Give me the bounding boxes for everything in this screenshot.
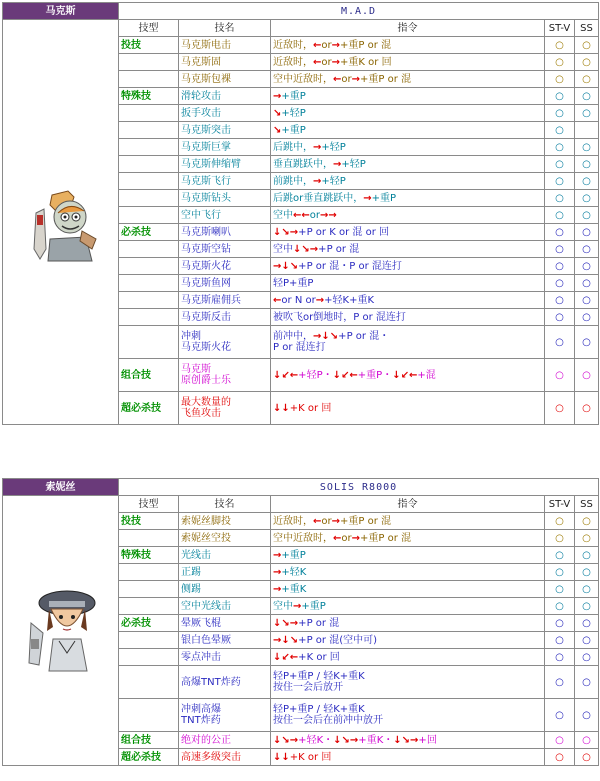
move-category <box>119 275 179 292</box>
move-category <box>119 241 179 258</box>
header-ss: SS <box>575 20 599 37</box>
stv-mark: ○ <box>545 241 575 258</box>
arrow-glyph: ↘ <box>329 331 339 342</box>
move-command: ↘+重P <box>271 122 545 139</box>
arrow-glyph: → <box>363 192 372 204</box>
arrow-glyph: ← <box>313 39 322 51</box>
move-category <box>119 309 179 326</box>
ss-mark: ○ <box>575 392 599 425</box>
ss-mark: ○ <box>575 359 599 392</box>
move-category: 组合技 <box>119 732 179 749</box>
stv-mark: ○ <box>545 326 575 359</box>
stv-mark: ○ <box>545 54 575 71</box>
arrow-glyph: ↓ <box>281 260 290 272</box>
ss-mark: ○ <box>575 190 599 207</box>
stv-mark: ○ <box>545 749 575 766</box>
move-command: →+重P <box>271 547 545 564</box>
arrow-glyph: ↘ <box>273 124 282 136</box>
ss-mark: ○ <box>575 241 599 258</box>
ss-mark: ○ <box>575 156 599 173</box>
move-command: ←or N or→+轻K+重K <box>271 292 545 309</box>
move-command: →+重K <box>271 581 545 598</box>
arrow-glyph: → <box>273 566 282 578</box>
move-name: 扳手攻击 <box>179 105 271 122</box>
move-name: 高爆TNT炸药 <box>179 666 271 699</box>
move-category <box>119 190 179 207</box>
mad-character-name: 马克斯 <box>3 3 119 20</box>
ss-mark: ○ <box>575 292 599 309</box>
arrow-glyph: ↓ <box>293 243 302 255</box>
arrow-glyph: → <box>289 734 299 746</box>
move-name: 高速多级突击 <box>179 749 271 766</box>
move-name: 马克斯火花 <box>179 258 271 275</box>
move-category <box>119 258 179 275</box>
ss-mark: ○ <box>575 632 599 649</box>
arrow-glyph: ↓ <box>273 226 282 238</box>
arrow-glyph: ↓ <box>273 369 282 381</box>
header-type: 技型 <box>119 496 179 513</box>
stv-mark: ○ <box>545 632 575 649</box>
move-command: 空中←←or→→ <box>271 207 545 224</box>
arrow-glyph: ↓ <box>332 369 341 381</box>
move-category: 组合技 <box>119 359 179 392</box>
arrow-glyph: ← <box>289 369 299 381</box>
stv-mark: ○ <box>545 105 575 122</box>
move-command: 后跳or垂直跳跃中，→+重P <box>271 190 545 207</box>
stv-mark: ○ <box>545 666 575 699</box>
stv-mark: ○ <box>545 649 575 666</box>
move-category: 特殊技 <box>119 88 179 105</box>
move-command: 轻P+重P <box>271 275 545 292</box>
move-command: ↓↙←+K or 回 <box>271 649 545 666</box>
stv-mark: ○ <box>545 156 575 173</box>
arrow-glyph: ↓ <box>273 734 282 746</box>
move-command: ↓↘→+轻K・↓↘→+重K・↓↘→+回 <box>271 732 545 749</box>
stv-mark: ○ <box>545 547 575 564</box>
ss-mark: ○ <box>575 88 599 105</box>
stv-mark: ○ <box>545 309 575 326</box>
mad-title-row <box>3 3 599 20</box>
move-name: 晕厥飞棍 <box>179 615 271 632</box>
arrow-glyph: → <box>289 617 299 629</box>
move-command: 被吹飞or倒地时，P or 混连打 <box>271 309 545 326</box>
solis-character-name: 索妮丝 <box>3 479 119 496</box>
move-category <box>119 54 179 71</box>
move-name: 马克斯钻头 <box>179 190 271 207</box>
arrow-glyph: ↘ <box>289 634 299 646</box>
arrow-glyph: → <box>320 209 329 221</box>
ss-mark: ○ <box>575 547 599 564</box>
ss-mark: ○ <box>575 513 599 530</box>
move-category <box>119 71 179 88</box>
stv-mark: ○ <box>545 392 575 425</box>
arrow-glyph: ↙ <box>281 369 290 381</box>
header-command: 指令 <box>271 20 545 37</box>
move-category <box>119 699 179 732</box>
stv-mark: ○ <box>545 224 575 241</box>
arrow-glyph: ↙ <box>400 369 409 381</box>
move-name: 马克斯喇叭 <box>179 224 271 241</box>
move-name: 冲刺高爆 TNT炸药 <box>179 699 271 732</box>
ss-mark: ○ <box>575 54 599 71</box>
arrow-glyph: ↘ <box>281 617 290 629</box>
solis-character-code: SOLIS R8000 <box>119 479 599 496</box>
mad-header-row <box>3 20 599 37</box>
mad-character-code: M.A.D <box>119 3 599 20</box>
move-category <box>119 292 179 309</box>
arrow-glyph: ↘ <box>273 107 282 119</box>
solis-move-table <box>2 478 599 766</box>
move-name: 马克斯伸缩臂 <box>179 156 271 173</box>
mad-portrait-image <box>22 179 100 263</box>
ss-mark: ○ <box>575 309 599 326</box>
move-category: 必杀技 <box>119 615 179 632</box>
ss-mark: ○ <box>575 598 599 615</box>
header-name: 技名 <box>179 496 271 513</box>
move-command: 轻P+重P / 轻K+重K 按住一会后在前冲中放开 <box>271 699 545 732</box>
ss-mark: ○ <box>575 37 599 54</box>
ss-mark: ○ <box>575 615 599 632</box>
move-name: 最大数量的 飞鱼攻击 <box>179 392 271 425</box>
move-name: 滑轮攻击 <box>179 88 271 105</box>
arrow-glyph: → <box>273 90 282 102</box>
arrow-glyph: → <box>333 158 342 170</box>
move-category <box>119 632 179 649</box>
ss-mark: ○ <box>575 224 599 241</box>
ss-mark: ○ <box>575 749 599 766</box>
ss-mark: ○ <box>575 326 599 359</box>
move-name: 马克斯固 <box>179 54 271 71</box>
move-command: ↘+轻P <box>271 105 545 122</box>
arrow-glyph: ← <box>313 515 322 527</box>
move-category: 超必杀技 <box>119 749 179 766</box>
move-command: 空中近敌时，←or→+重P or 混 <box>271 71 545 88</box>
ss-mark: ○ <box>575 666 599 699</box>
arrow-glyph: → <box>273 634 282 646</box>
move-category <box>119 139 179 156</box>
move-category: 投技 <box>119 513 179 530</box>
move-command: 空中↓↘→+P or 混 <box>271 241 545 258</box>
move-command: 近敌时，←or→+重K or 回 <box>271 54 545 71</box>
stv-mark: ○ <box>545 292 575 309</box>
ss-mark: ○ <box>575 699 599 732</box>
move-category <box>119 207 179 224</box>
move-category <box>119 105 179 122</box>
arrow-glyph: → <box>273 549 282 561</box>
arrow-glyph: ↙ <box>281 651 290 663</box>
arrow-glyph: → <box>289 226 299 238</box>
arrow-glyph: → <box>313 141 322 153</box>
move-command: ↓↓+K or 回 <box>271 749 545 766</box>
solis-portrait <box>3 496 119 766</box>
move-command: 前冲中，→↓↘+P or 混・ P or 混连打 <box>271 326 545 359</box>
move-name: 马克斯突击 <box>179 122 271 139</box>
ss-mark: ○ <box>575 173 599 190</box>
move-name: 马克斯 原创爵士乐 <box>179 359 271 392</box>
ss-mark: ○ <box>575 732 599 749</box>
move-category <box>119 598 179 615</box>
move-command: →↓↘+P or 混(空中可) <box>271 632 545 649</box>
arrow-glyph: ↓ <box>273 402 282 414</box>
stv-mark: ○ <box>545 139 575 156</box>
arrow-glyph: → <box>313 331 322 342</box>
stv-mark: ○ <box>545 699 575 732</box>
arrow-glyph: ↘ <box>341 734 350 746</box>
header-stv: ST-V <box>545 20 575 37</box>
move-name: 马克斯雇佣兵 <box>179 292 271 309</box>
move-name: 索妮丝脚投 <box>179 513 271 530</box>
arrow-glyph: → <box>293 600 302 612</box>
arrow-glyph: → <box>331 515 341 527</box>
move-command: →+重P <box>271 88 545 105</box>
move-name: 零点冲击 <box>179 649 271 666</box>
stv-mark: ○ <box>545 581 575 598</box>
move-name: 空中光线击 <box>179 598 271 615</box>
arrow-glyph: → <box>309 243 319 255</box>
arrow-glyph: ↓ <box>281 402 290 414</box>
arrow-glyph: ↓ <box>281 634 290 646</box>
move-command: 后跳中，→+轻P <box>271 139 545 156</box>
move-name: 冲刺 马克斯火花 <box>179 326 271 359</box>
arrow-glyph: ↓ <box>392 369 401 381</box>
move-name: 绝对的公正 <box>179 732 271 749</box>
move-category <box>119 173 179 190</box>
arrow-glyph: ↓ <box>273 751 282 763</box>
arrow-glyph: ↓ <box>281 751 290 763</box>
move-category: 必杀技 <box>119 224 179 241</box>
ss-mark: ○ <box>575 275 599 292</box>
arrow-glyph: ← <box>301 209 310 221</box>
move-category <box>119 122 179 139</box>
stv-mark: ○ <box>545 122 575 139</box>
move-name: 正踢 <box>179 564 271 581</box>
move-name: 马克斯鱼网 <box>179 275 271 292</box>
arrow-glyph: ← <box>293 209 302 221</box>
move-category: 特殊技 <box>119 547 179 564</box>
ss-mark: ○ <box>575 258 599 275</box>
stv-mark: ○ <box>545 564 575 581</box>
arrow-glyph: → <box>273 260 282 272</box>
ss-mark: ○ <box>575 564 599 581</box>
ss-mark: ○ <box>575 649 599 666</box>
move-name: 侧踢 <box>179 581 271 598</box>
stv-mark: ○ <box>545 37 575 54</box>
arrow-glyph: ← <box>273 294 282 306</box>
arrow-glyph: ↘ <box>281 734 290 746</box>
move-category <box>119 530 179 547</box>
arrow-glyph: → <box>328 209 337 221</box>
arrow-glyph: ← <box>289 651 299 663</box>
move-name: 光线击 <box>179 547 271 564</box>
stv-mark: ○ <box>545 71 575 88</box>
arrow-glyph: → <box>331 56 341 68</box>
arrow-glyph: ↘ <box>289 260 299 272</box>
arrow-glyph: ↓ <box>273 617 282 629</box>
move-category <box>119 649 179 666</box>
move-name: 马克斯反击 <box>179 309 271 326</box>
arrow-glyph: ↘ <box>301 243 310 255</box>
stv-mark: ○ <box>545 88 575 105</box>
move-command: ↓↘→+P or K or 混 or 回 <box>271 224 545 241</box>
arrow-glyph: ↓ <box>321 331 330 342</box>
arrow-glyph: ← <box>349 369 358 381</box>
stv-mark: ○ <box>545 275 575 292</box>
move-command: 近敌时，←or→+重P or 混 <box>271 37 545 54</box>
stv-mark: ○ <box>545 615 575 632</box>
move-command: ↓↓+K or 回 <box>271 392 545 425</box>
header-command: 指令 <box>271 496 545 513</box>
move-category: 投技 <box>119 37 179 54</box>
ss-mark: ○ <box>575 530 599 547</box>
move-name: 马克斯空钻 <box>179 241 271 258</box>
arrow-glyph: → <box>313 175 322 187</box>
move-category <box>119 581 179 598</box>
header-name: 技名 <box>179 20 271 37</box>
arrow-glyph: → <box>331 39 341 51</box>
move-category <box>119 666 179 699</box>
ss-mark: ○ <box>575 105 599 122</box>
move-name: 空中飞行 <box>179 207 271 224</box>
stv-mark: ○ <box>545 732 575 749</box>
move-command: 空中近敌时，←or→+重P or 混 <box>271 530 545 547</box>
stv-mark: ○ <box>545 530 575 547</box>
stv-mark: ○ <box>545 190 575 207</box>
stv-mark: ○ <box>545 258 575 275</box>
arrow-glyph: ↙ <box>340 369 350 381</box>
move-command: →↓↘+P or 混・P or 混连打 <box>271 258 545 275</box>
arrow-glyph: → <box>273 583 282 595</box>
solis-title-row <box>3 479 599 496</box>
arrow-glyph: ← <box>313 56 322 68</box>
arrow-glyph: → <box>351 73 361 85</box>
solis-portrait-image <box>23 583 99 675</box>
move-command: 近敌时，←or→+重P or 混 <box>271 513 545 530</box>
header-ss: SS <box>575 496 599 513</box>
arrow-glyph: ↘ <box>281 226 290 238</box>
move-name: 马克斯电击 <box>179 37 271 54</box>
move-name: 马克斯飞行 <box>179 173 271 190</box>
arrow-glyph: ← <box>408 369 418 381</box>
move-category <box>119 564 179 581</box>
move-command: 轻P+重P / 轻K+重K 按住一会后放开 <box>271 666 545 699</box>
arrow-glyph: ← <box>333 73 342 85</box>
arrow-glyph: ← <box>333 532 342 544</box>
stv-mark: ○ <box>545 207 575 224</box>
move-category: 超必杀技 <box>119 392 179 425</box>
move-command: 空中→+重P <box>271 598 545 615</box>
ss-mark: ○ <box>575 581 599 598</box>
mad-move-table <box>2 2 599 425</box>
move-category <box>119 326 179 359</box>
move-command: →+轻K <box>271 564 545 581</box>
move-name: 马克斯包裸 <box>179 71 271 88</box>
arrow-glyph: ↓ <box>393 734 402 746</box>
header-stv: ST-V <box>545 496 575 513</box>
stv-mark: ○ <box>545 359 575 392</box>
move-command: ↓↘→+P or 混 <box>271 615 545 632</box>
arrow-glyph: → <box>410 734 419 746</box>
header-type: 技型 <box>119 20 179 37</box>
solis-header-row <box>3 496 599 513</box>
move-name: 索妮丝空投 <box>179 530 271 547</box>
stv-mark: ○ <box>545 598 575 615</box>
arrow-glyph: ↘ <box>401 734 411 746</box>
move-command: 垂直跳跃中，→+轻P <box>271 156 545 173</box>
move-category <box>119 156 179 173</box>
ss-mark <box>575 122 599 139</box>
ss-mark: ○ <box>575 71 599 88</box>
move-command: ↓↙←+轻P・↓↙←+重P・↓↙←+混 <box>271 359 545 392</box>
move-command: 前跳中，→+轻P <box>271 173 545 190</box>
arrow-glyph: → <box>351 532 361 544</box>
mad-portrait <box>3 20 119 425</box>
arrow-glyph: ↓ <box>333 734 342 746</box>
move-name: 马克斯巨掌 <box>179 139 271 156</box>
stv-mark: ○ <box>545 513 575 530</box>
ss-mark: ○ <box>575 207 599 224</box>
stv-mark: ○ <box>545 173 575 190</box>
move-name: 银白色晕厥 <box>179 632 271 649</box>
arrow-glyph: → <box>349 734 359 746</box>
arrow-glyph: ↓ <box>273 651 282 663</box>
arrow-glyph: → <box>315 294 325 306</box>
ss-mark: ○ <box>575 139 599 156</box>
